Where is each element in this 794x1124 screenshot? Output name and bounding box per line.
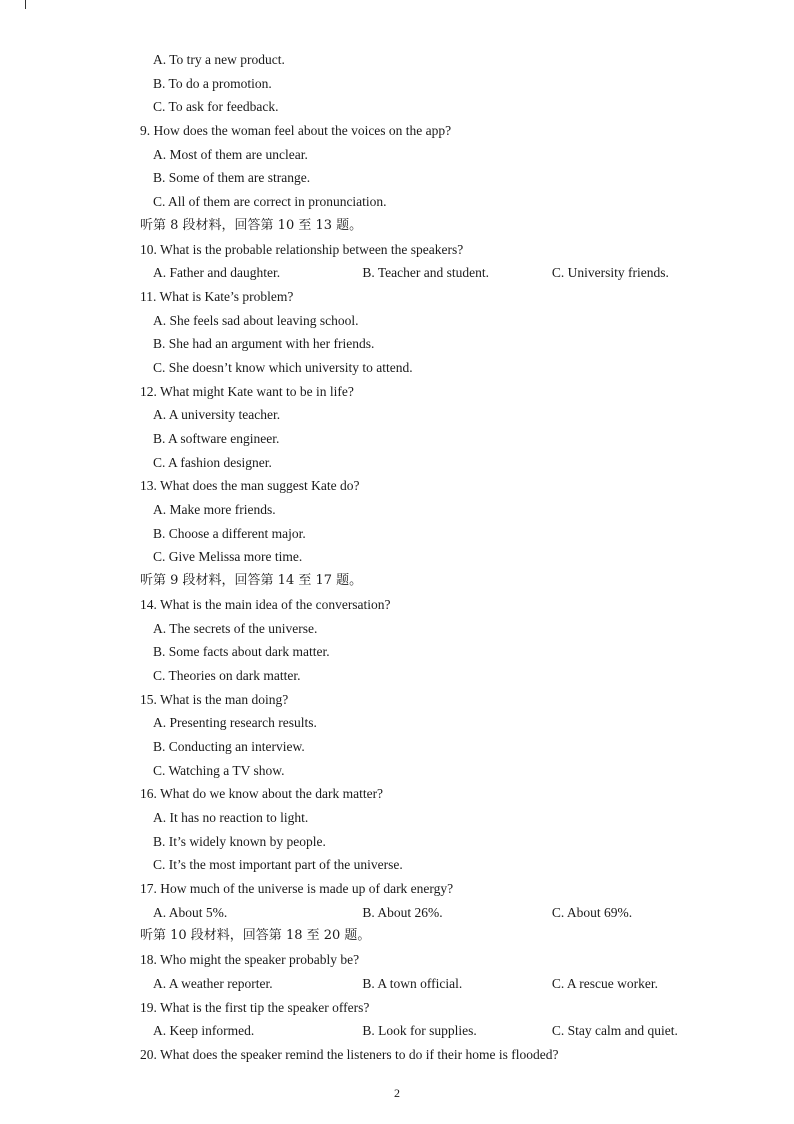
question: 10. What is the probable relationship between the speakers? bbox=[140, 241, 464, 257]
option: B. Some facts about dark matter. bbox=[153, 644, 330, 660]
option-c: C. University friends. bbox=[551, 265, 669, 281]
option: C. Give Melissa more time. bbox=[153, 549, 303, 565]
question: 19. What is the first tip the speaker offers? bbox=[140, 999, 370, 1015]
option-b: B. About 26%. bbox=[362, 904, 443, 920]
option: C. To ask for feedback. bbox=[153, 99, 279, 115]
option-a: A. Father and daughter. bbox=[153, 265, 281, 281]
section-instruction: 听第 9 段材料，回答第 14 至 17 题。 bbox=[140, 573, 363, 589]
option: A. She feels sad about leaving school. bbox=[153, 312, 359, 328]
question-list bbox=[140, 48, 700, 1067]
option: B. It’s widely known by people. bbox=[153, 833, 326, 849]
option: C. A fashion designer. bbox=[153, 454, 272, 470]
question: 13. What does the man suggest Kate do? bbox=[140, 478, 360, 494]
option-b: B. A town official. bbox=[362, 975, 463, 991]
option-row bbox=[140, 1019, 700, 1043]
option-c: C. A rescue worker. bbox=[551, 975, 659, 991]
option-row bbox=[140, 901, 700, 925]
option: A. A university teacher. bbox=[153, 407, 281, 423]
option: C. Theories on dark matter. bbox=[153, 667, 301, 683]
option-a: A. Keep informed. bbox=[153, 1023, 255, 1039]
option: A. Make more friends. bbox=[153, 502, 276, 518]
option: A. To try a new product. bbox=[153, 52, 285, 67]
option: B. She had an argument with her friends. bbox=[153, 336, 375, 352]
question: 12. What might Kate want to be in life? bbox=[140, 383, 354, 399]
option: B. Choose a different major. bbox=[153, 525, 306, 541]
question: 11. What is Kate’s problem? bbox=[140, 288, 294, 304]
option: C. Watching a TV show. bbox=[153, 762, 285, 778]
section-instruction: 听第 10 段材料，回答第 18 至 20 题。 bbox=[140, 928, 371, 944]
option: B. A software engineer. bbox=[153, 431, 280, 446]
option-c: C. About 69%. bbox=[551, 904, 633, 920]
question: 17. How much of the universe is made up of dark energy? bbox=[140, 881, 454, 897]
option: C. She doesn’t know which university to attend. bbox=[153, 359, 413, 375]
scan-mark bbox=[25, 0, 26, 9]
option-c: C. Stay calm and quiet. bbox=[551, 1023, 678, 1039]
option: C. All of them are correct in pronunciation. bbox=[153, 194, 387, 210]
option: A. Presenting research results. bbox=[153, 715, 317, 731]
option-b: B. Teacher and student. bbox=[362, 265, 489, 281]
option: B. To do a promotion. bbox=[153, 75, 272, 91]
question: 9. How does the woman feel about the voices on the app? bbox=[140, 123, 452, 139]
option: B. Conducting an interview. bbox=[153, 738, 305, 754]
option-row bbox=[140, 972, 700, 996]
question: 15. What is the man doing? bbox=[140, 691, 289, 707]
option: B. Some of them are strange. bbox=[153, 170, 311, 186]
section-instruction: 听第 8 段材料，回答第 10 至 13 题。 bbox=[140, 217, 363, 233]
question: 18. Who might the speaker probably be? bbox=[140, 952, 360, 968]
option: A. The secrets of the universe. bbox=[153, 620, 318, 636]
option: A. Most of them are unclear. bbox=[153, 146, 308, 162]
option: C. It’s the most important part of the universe. bbox=[153, 857, 403, 873]
option-a: A. A weather reporter. bbox=[153, 975, 273, 991]
question: 16. What do we know about the dark matter? bbox=[140, 786, 384, 802]
page-number: 2 bbox=[394, 1086, 400, 1100]
option-b: B. Look for supplies. bbox=[362, 1023, 477, 1039]
option-a: A. About 5%. bbox=[153, 904, 228, 920]
option-row bbox=[140, 261, 700, 285]
question: 20. What does the speaker remind the listeners to do if their home is flooded? bbox=[140, 1046, 559, 1062]
option: A. It has no reaction to light. bbox=[153, 810, 309, 825]
question: 14. What is the main idea of the conversation? bbox=[140, 596, 391, 612]
